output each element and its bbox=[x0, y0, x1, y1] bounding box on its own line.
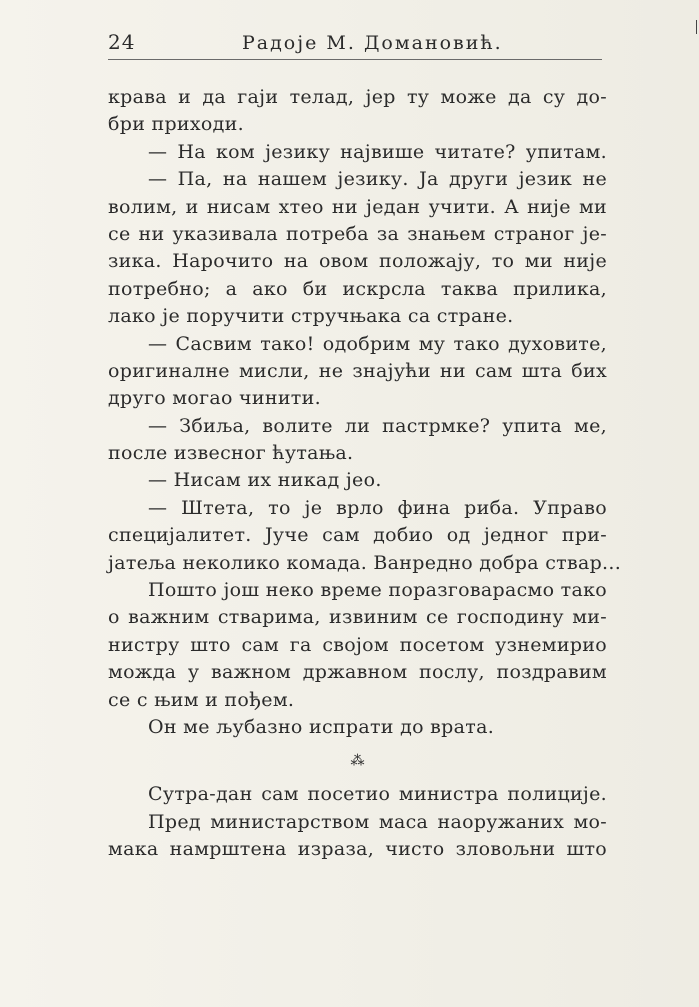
text-line: о важним стварима, извиним се господину ми- bbox=[108, 606, 607, 629]
text-line: — Нисам их никад јео. bbox=[148, 469, 382, 492]
text-line: — Збиља, волите ли пастрмке? упита ме, bbox=[148, 414, 607, 437]
text-line: волим, и нисам хтео ни један учити. А није ми bbox=[108, 195, 607, 218]
text-line: — На ком језику највише читате? упитам. bbox=[148, 140, 607, 163]
section-ornament: ⁂ bbox=[350, 753, 365, 770]
text-line: Пред министарством маса наоружаних мо- bbox=[148, 810, 607, 833]
text-line: Сутра-дан сам посетио министра полиције. bbox=[148, 783, 607, 806]
text-line: потребно; а ако би искрсла таква прилика, bbox=[108, 277, 607, 300]
page-number: 24 bbox=[108, 30, 136, 54]
text-line: Пошто још неко време поразговарасмо тако bbox=[148, 579, 608, 602]
text-line: зика. Нарочито на овом положају, то ми није bbox=[108, 250, 607, 273]
text-line: оригиналне мисли, не знајући ни сам шта бих bbox=[108, 359, 607, 382]
text-line: бри приходи. bbox=[108, 113, 244, 136]
text-line: Он ме љубазно испрати до врата. bbox=[148, 715, 495, 738]
header-rule bbox=[108, 59, 602, 60]
text-line: крава и да гаји телад, јер ту може да су до- bbox=[108, 86, 607, 108]
text-line: нистру што сам га својом посетом узнемирио bbox=[108, 633, 607, 656]
text-line: можда у важном државном послу, поздравим bbox=[108, 661, 607, 684]
text-line: — Сасвим тако! одобрим му тако духовите, bbox=[148, 332, 607, 355]
text-line: — Па, на нашем језику. Ја други језик не bbox=[148, 168, 607, 191]
text-line: специјалитет. Јуче сам добио од једног при- bbox=[108, 524, 607, 547]
page-header bbox=[108, 30, 608, 58]
text-line: друго могао чинити. bbox=[108, 387, 321, 410]
text-line: лако је поручити стручњака са стране. bbox=[108, 305, 514, 328]
text-line: се с њим и пођем. bbox=[108, 688, 295, 711]
text-line: јатеља неколико комада. Ванредно добра ствар... bbox=[108, 551, 622, 574]
text-line: после извесног ћутања. bbox=[108, 442, 354, 465]
text-line: мака намрштена израза, чисто зловољни што bbox=[108, 838, 607, 861]
text-line: се ни указивала потреба за знањем страног је- bbox=[108, 222, 607, 245]
text-line: — Штета, то је врло фина риба. Управо bbox=[148, 496, 607, 519]
running-head: Радоје М. Домановић. bbox=[242, 32, 503, 54]
page-edge-mark bbox=[696, 20, 697, 34]
body-text bbox=[108, 84, 622, 864]
